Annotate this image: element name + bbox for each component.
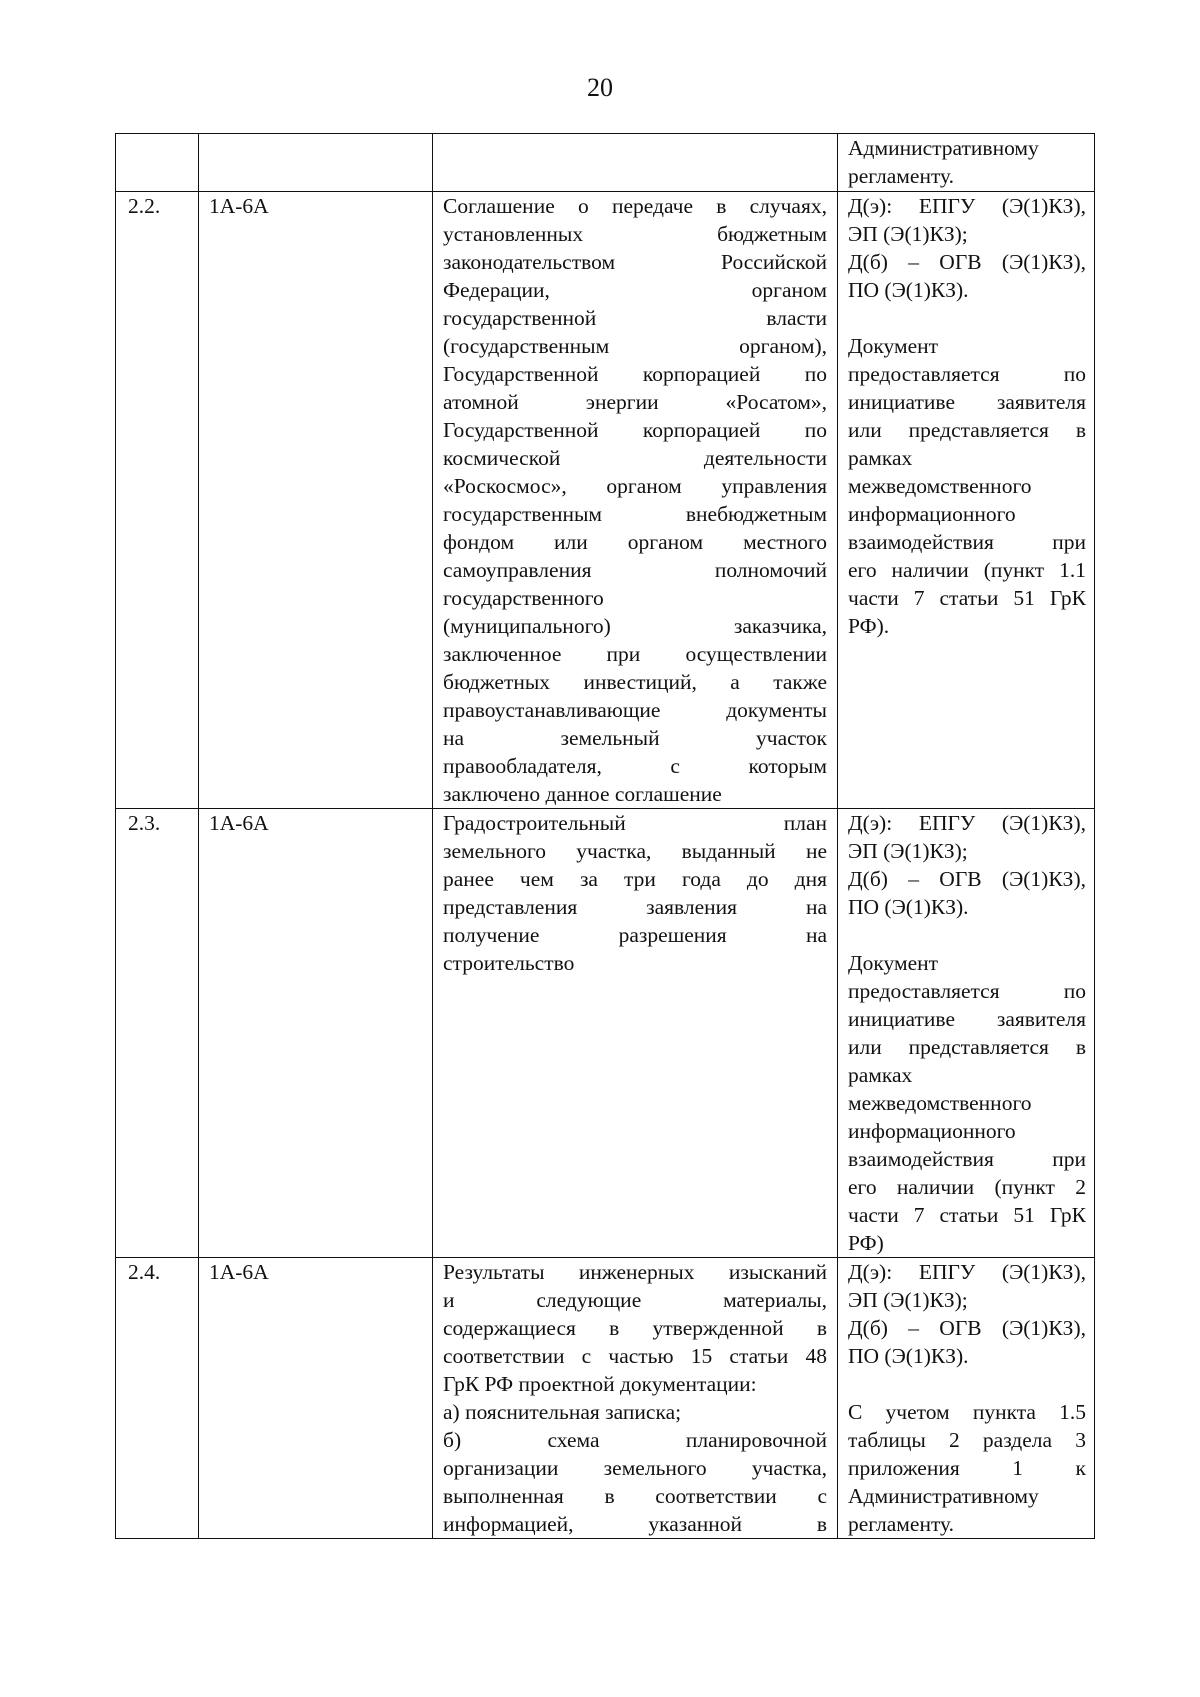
document-line: установленных бюджетным xyxy=(443,222,827,246)
document-line: атомной энергии «Росатом», xyxy=(443,390,827,414)
document-line: Государственной корпорацией по xyxy=(443,418,827,442)
form-line: предоставляется по xyxy=(848,362,1086,386)
form-line: таблицы 2 раздела 3 xyxy=(848,1428,1086,1452)
table-row-continuation xyxy=(116,134,1095,192)
row-document-cell xyxy=(433,1258,838,1539)
document-line: ГрК РФ проектной документации: xyxy=(443,1372,757,1396)
document-line: Градостроительный план xyxy=(443,811,827,835)
document-line: правоустанавливающие документы xyxy=(443,698,827,722)
form-line: рамках xyxy=(848,446,913,470)
form-line: Административному xyxy=(848,136,1039,160)
form-line: Документ xyxy=(848,334,939,358)
document-line: заключенное при осуществлении xyxy=(443,642,827,666)
row-document-cell xyxy=(433,134,838,192)
form-line: ПО (Э(1)КЗ). xyxy=(848,278,969,302)
document-line: а) пояснительная записка; xyxy=(443,1400,682,1424)
form-line: Д(э): ЕПГУ (Э(1)КЗ), xyxy=(848,1260,1086,1284)
document-line: информацией, указанной в xyxy=(443,1512,827,1536)
document-line: самоуправления полномочий xyxy=(443,558,827,582)
form-line: регламенту. xyxy=(848,164,955,188)
form-line: межведомственного xyxy=(848,474,1032,498)
document-line: и следующие материалы, xyxy=(443,1288,827,1312)
row-code-cell: 1А-6А xyxy=(199,1258,433,1539)
document-line: космической деятельности xyxy=(443,446,827,470)
form-line: инициативе заявителя xyxy=(848,1007,1086,1031)
form-line: информационного xyxy=(848,1119,1016,1143)
form-line: Документ xyxy=(848,951,939,975)
row-number-cell xyxy=(116,134,199,192)
row-form-cell xyxy=(838,809,1095,1258)
table-row-2-2 xyxy=(116,192,1095,809)
form-line: его наличии (пункт 1.1 xyxy=(848,558,1086,582)
form-line: Д(э): ЕПГУ (Э(1)КЗ), xyxy=(848,811,1086,835)
document-line: фондом или органом местного xyxy=(443,530,827,554)
document-line: государственного xyxy=(443,586,604,610)
row-number-cell: 2.3. xyxy=(116,809,199,1258)
document-line: Государственной корпорацией по xyxy=(443,362,827,386)
document-line: выполненная в соответствии с xyxy=(443,1484,827,1508)
form-line: информационного xyxy=(848,502,1016,526)
document-line: бюджетных инвестиций, а также xyxy=(443,670,827,694)
document-line: (муниципального) заказчика, xyxy=(443,614,827,638)
row-code-cell: 1А-6А xyxy=(199,809,433,1258)
document-line: соответствии с частью 15 статьи 48 xyxy=(443,1344,827,1368)
table-row-2-3 xyxy=(116,809,1095,1258)
form-line: РФ). xyxy=(848,614,890,638)
row-form-cell xyxy=(838,192,1095,809)
row-number-cell: 2.2. xyxy=(116,192,199,809)
form-spacer xyxy=(848,304,1086,332)
document-line: (государственным органом), xyxy=(443,334,827,358)
document-line: земельного участка, выданный не xyxy=(443,839,827,863)
document-line: Результаты инженерных изысканий xyxy=(443,1260,827,1284)
form-line: межведомственного xyxy=(848,1091,1032,1115)
document-line: Соглашение о передаче в случаях, xyxy=(443,194,827,218)
row-form-cell xyxy=(838,1258,1095,1539)
form-line: РФ) xyxy=(848,1231,884,1255)
form-line: предоставляется по xyxy=(848,979,1086,1003)
form-line: инициативе заявителя xyxy=(848,390,1086,414)
document-line: государственным внебюджетным xyxy=(443,502,827,526)
form-line: приложения 1 к xyxy=(848,1456,1086,1480)
document-line: получение разрешения на xyxy=(443,923,827,947)
page-number: 20 xyxy=(587,73,613,102)
document-table xyxy=(115,133,1095,1539)
form-line: части 7 статьи 51 ГрК xyxy=(848,1203,1086,1227)
form-line: рамках xyxy=(848,1063,913,1087)
form-line: Д(э): ЕПГУ (Э(1)КЗ), xyxy=(848,194,1086,218)
form-line: части 7 статьи 51 ГрК xyxy=(848,586,1086,610)
form-line: взаимодействия при xyxy=(848,1147,1086,1171)
document-line: организации земельного участка, xyxy=(443,1456,827,1480)
document-line: законодательством Российской xyxy=(443,250,827,274)
form-line: ПО (Э(1)КЗ). xyxy=(848,895,969,919)
form-line: Д(б) – ОГВ (Э(1)КЗ), xyxy=(848,250,1086,274)
form-line: Административному xyxy=(848,1484,1039,1508)
document-table-body xyxy=(116,134,1095,1539)
document-line: ранее чем за три года до дня xyxy=(443,867,827,891)
form-line: Д(б) – ОГВ (Э(1)КЗ), xyxy=(848,867,1086,891)
form-line: его наличии (пункт 2 xyxy=(848,1175,1086,1199)
row-document-cell xyxy=(433,192,838,809)
form-line: Д(б) – ОГВ (Э(1)КЗ), xyxy=(848,1316,1086,1340)
form-line: ЭП (Э(1)КЗ); xyxy=(848,839,968,863)
form-line: регламенту. xyxy=(848,1512,955,1536)
row-form-cell xyxy=(838,134,1095,192)
form-spacer xyxy=(848,921,1086,949)
document-line: на земельный участок xyxy=(443,726,827,750)
row-number-cell: 2.4. xyxy=(116,1258,199,1539)
document-line: представления заявления на xyxy=(443,895,827,919)
document-line: государственной власти xyxy=(443,306,827,330)
document-line: строительство xyxy=(443,951,575,975)
table-row-2-4 xyxy=(116,1258,1095,1539)
row-document-cell xyxy=(433,809,838,1258)
document-line: правообладателя, с которым xyxy=(443,754,827,778)
form-line: ЭП (Э(1)КЗ); xyxy=(848,222,968,246)
form-line: или представляется в xyxy=(848,418,1086,442)
form-spacer xyxy=(848,1370,1086,1398)
document-line: «Роскосмос», органом управления xyxy=(443,474,827,498)
row-code-cell xyxy=(199,134,433,192)
document-line: Федерации, органом xyxy=(443,278,827,302)
form-line: ПО (Э(1)КЗ). xyxy=(848,1344,969,1368)
form-line: С учетом пункта 1.5 xyxy=(848,1400,1086,1424)
form-line: или представляется в xyxy=(848,1035,1086,1059)
form-line: ЭП (Э(1)КЗ); xyxy=(848,1288,968,1312)
form-line: взаимодействия при xyxy=(848,530,1086,554)
document-line: содержащиеся в утвержденной в xyxy=(443,1316,827,1340)
document-line: б) схема планировочной xyxy=(443,1428,827,1452)
row-code-cell: 1А-6А xyxy=(199,192,433,809)
document-line: заключено данное соглашение xyxy=(443,782,722,806)
